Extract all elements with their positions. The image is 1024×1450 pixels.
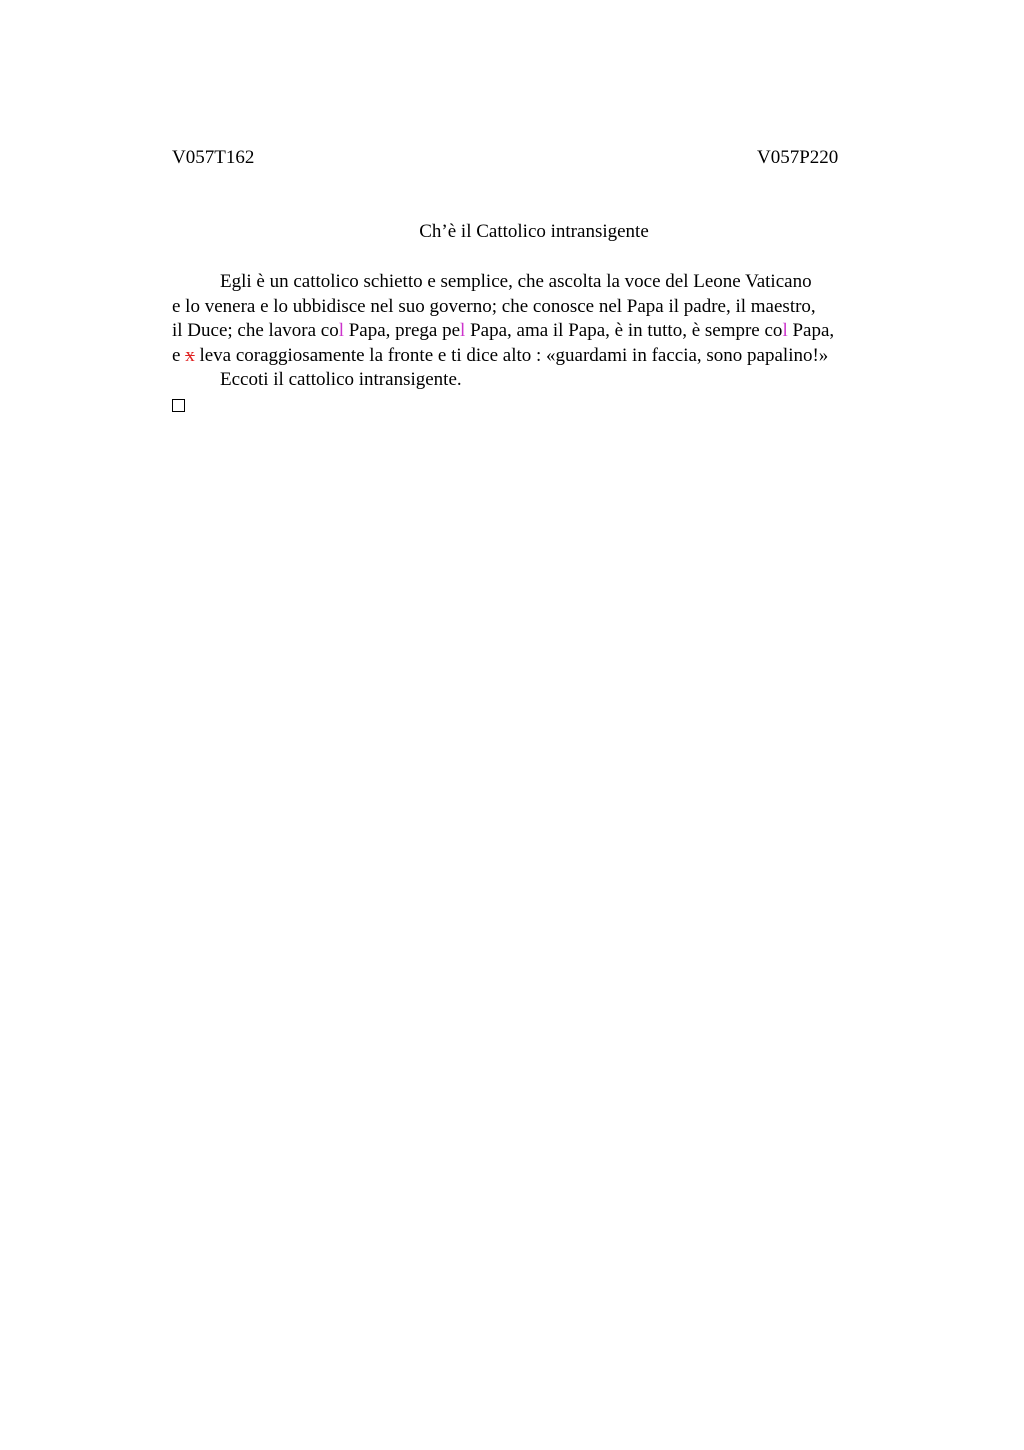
- body-line-3-part-d: Papa,: [787, 320, 835, 341]
- end-marker: [172, 393, 834, 420]
- body-line-3-part-c: Papa, ama il Papa, è in tutto, è sempre co: [465, 320, 783, 341]
- inserted-letter-3: l: [782, 320, 788, 341]
- inserted-letter-2: l: [460, 320, 466, 341]
- body-line-1: Egli è un cattolico schietto e semplice, che ascolta la voce del Leone Vaticano: [220, 271, 812, 292]
- body-line-3-part-b: Papa, prega pe: [343, 320, 461, 341]
- document-code-right: V057P220: [757, 147, 839, 168]
- body-line-4-part-b: leva coraggiosamente la fronte e ti dice alto : «guardami in faccia, sono papalino!»: [194, 344, 829, 366]
- deleted-letter: x: [185, 344, 195, 366]
- body-line-4-part-a: e: [172, 344, 186, 366]
- inserted-letter-1: l: [338, 320, 344, 341]
- body-line-3-part-a: il Duce; che lavora co: [172, 320, 339, 341]
- document-body: [172, 270, 834, 419]
- body-line-4: [172, 344, 834, 369]
- body-line-5: Eccoti il cattolico intransigente.: [220, 369, 462, 390]
- square-outline-icon: [172, 399, 185, 412]
- body-line-2: e lo venera e lo ubbidisce nel suo governo; che conosce nel Papa il padre, il maestro,: [172, 295, 816, 317]
- body-line-3: [172, 319, 834, 344]
- document-code-left: V057T162: [172, 147, 255, 168]
- document-title: Ch’è il Cattolico intransigente: [419, 221, 649, 242]
